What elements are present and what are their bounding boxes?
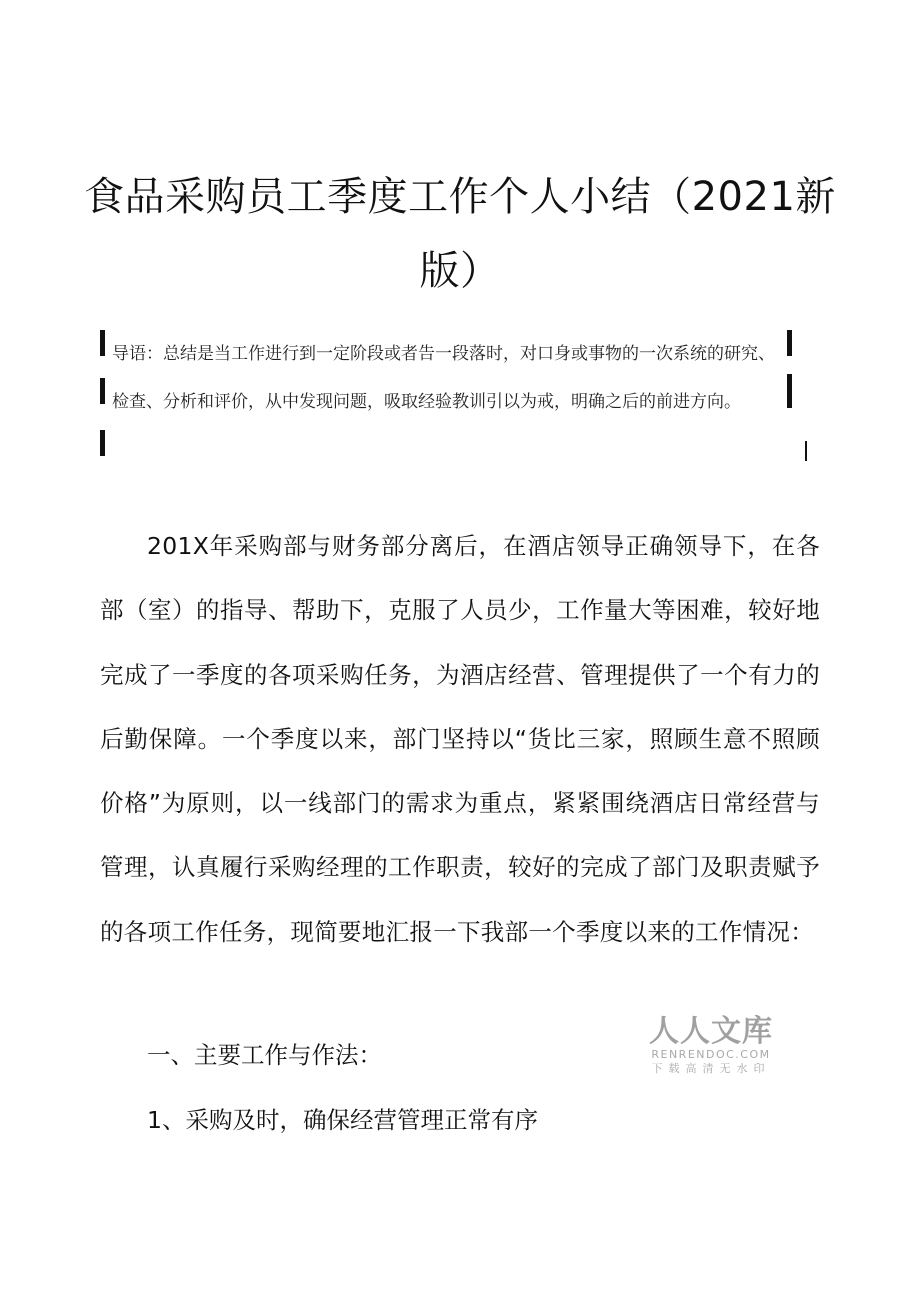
watermark-tagline: 下载高清无水印 (651, 1062, 771, 1075)
intro-text: 导语：总结是当工作进行到一定阶段或者告一段落时，对口身或事物的一次系统的研究、检查、分析和评价，从中发现问题，吸取经验教训引以为戒，明确之后的前进方向。 (112, 344, 775, 412)
scan-bar-right-3 (805, 441, 807, 461)
document-title: 食品采购员工季度工作个人小结（2021新版） (84, 174, 836, 294)
scan-bar-left-2 (100, 378, 105, 404)
scan-bar-right-1 (787, 330, 792, 356)
body-paragraph: 201X年采购部与财务部分离后，在酒店领导正确领导下，在各部（室）的指导、帮助下，克服了人员少，工作量大等困难，较好地完成了一季度的各项采购任务，为酒店经营、管理提供了一个有力的后勤保障。一个季度以来，部门坚持以“货比三家，照顾生意不照顾价格”为原则，以一线部门的需求为重点，紧紧围绕酒店日常经营与管理，认真履行采购经理的工作职责，较好的完成了部门及职责赋予的各项工作任务，现简要地汇报一下我部一个季度以来的工作情况： (100, 532, 820, 946)
section-heading: 一、主要工作与作法： (147, 1041, 382, 1069)
scan-bar-right-2 (787, 374, 792, 408)
subsection-heading: 1、采购及时，确保经营管理正常有序 (147, 1106, 538, 1134)
watermark-brand: 人人文库 (649, 1014, 773, 1049)
scan-bar-left-3 (100, 430, 105, 456)
scan-bar-left-1 (100, 330, 105, 356)
watermark (646, 1016, 776, 1076)
watermark-url: RENRENDOC.COM (651, 1048, 771, 1061)
